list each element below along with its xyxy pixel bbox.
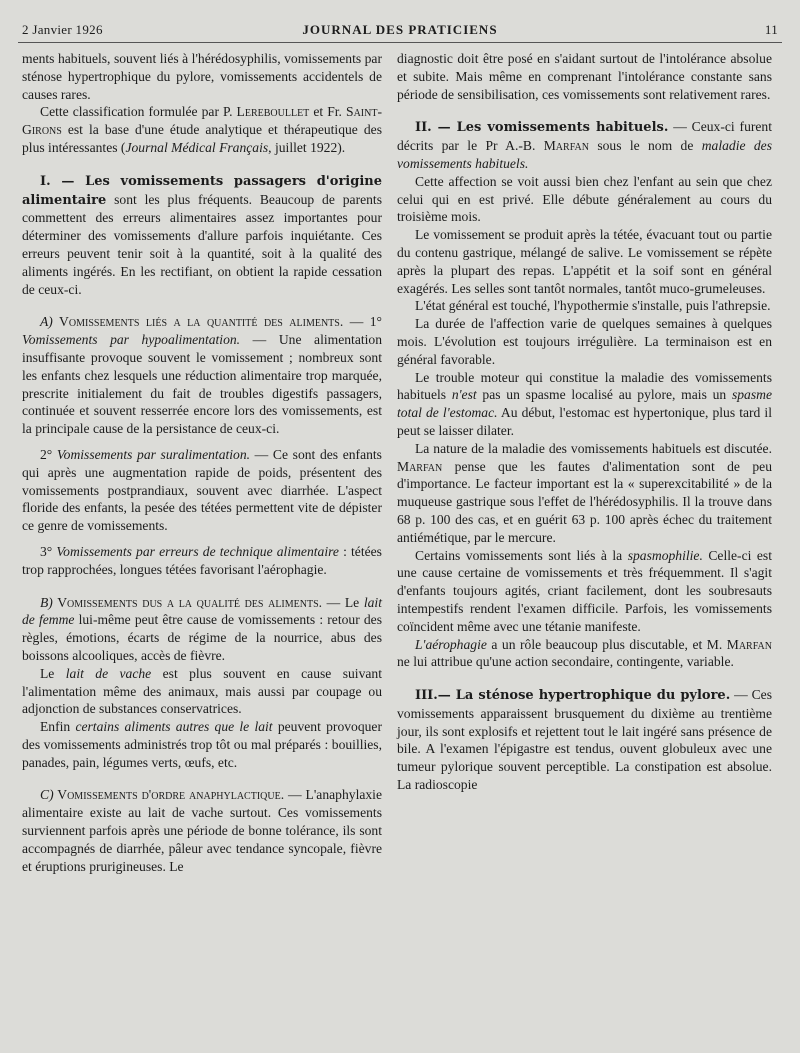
section-3: III.— La sténose hypertrophique du pylore. — Ces vomissements apparaissent brusquement du dixième au trentième jour, ils sont explosifs et rejettent tout le lait ingéré sans présence de bile. A l'examen l'épigastre est tendus, ouvent globuleux avec une tumeur pylorique souvent perceptible. La constipation est absolue. La radioscopie xyxy=(397,687,773,793)
header-page-number: 11 xyxy=(764,22,778,37)
paragraph: Le trouble moteur qui constitue la maladie des vomissements habituels n'est pas un spasme localisé au pylore, mais un spasme total de l'estomac. Au début, l'estomac est hypertonique, plus tard il peut se laisser dilater. xyxy=(397,369,772,438)
right-column xyxy=(397,50,772,794)
paragraph: Cette classification formulée par P. Lereboullet et Fr. Saint-Girons est la base d'une étude analytique et thérapeutique des plus intéressantes (Journal Médical Français, juillet 1922). xyxy=(22,104,382,155)
subsection-c: C) Vomissements d'ordre anaphylactique. — L'anaphylaxie alimentaire existe au lait de vache surtout. Ces vomissements surviennent parfois après une période de bonne tolérance, ils sont accompagnés de diarrhée, pâleur avec tendance syncopale, fièvre et éruptions prurigineuses. Le xyxy=(22,787,382,874)
paragraph: L'état général est touché, l'hypothermie s'installe, puis l'athrepsie. xyxy=(415,298,771,314)
section-1-title: I. — Les vomissements passagers d'origine alimentaire xyxy=(22,173,382,208)
paragraph: ments habituels, souvent liés à l'hérédosyphilis, vomissements par sténose hypertrophique du pylore, vomissements accidentels de causes rares. xyxy=(22,51,382,102)
section-1: I. — Les vomissements passagers d'origine alimentaire sont les plus fréquents. Beaucoup de parents commettent des erreurs alimentaires assez importantes pour déterminer des vomissements d'allure parfois inquiétante. Ces erreurs peuvent tenir soit à la quantité, soit à la qualité des aliments ingérés. En les rectifiant, on obtient la rapide cessation de ceux-ci. xyxy=(22,173,382,297)
paragraph: 3° Vomissements par erreurs de technique alimentaire : tétées trop rapprochées, longues tétées favorisant l'aérophagie. xyxy=(22,543,382,577)
paragraph: Le lait de vache est plus souvent en cause suivant l'alimentation même des animaux, mais aussi par coupage ou adjonction de substances conservatrices. xyxy=(22,665,382,717)
paragraph: diagnostic doit être posé en s'aidant surtout de l'intolérance absolue et subite. Mais même en comprenant l'intolérance constante sans période de sensibilisation, ces vomissements sont relativement rares. xyxy=(397,51,772,102)
section-2-title: II. — Les vomissements habituels. xyxy=(415,120,669,136)
section-3-title: III.— La sténose hypertrophique du pylore. xyxy=(415,688,731,704)
left-column xyxy=(22,50,382,875)
subsection-b: B) Vomissements dus a la qualité des aliments. — Le lait de femme lui-même peut être cause de vomissements : retour des règles, émotions, écarts de régime de la nourrice, abus des boissons alcooliques, accès de fièvre. xyxy=(22,594,382,663)
paragraph: Le vomissement se produit après la tétée, évacuant tout ou partie du contenu gastrique, mélangé de salive. Le vomissement se répète après la plupart des repas. L'appétit et la soif sont en général exagérés. Les selles sont tantôt normales, tantôt muco-grumeleuses. xyxy=(397,227,772,296)
header-date: 2 Janvier 1926 xyxy=(22,22,103,37)
paragraph: L'aérophagie a un rôle beaucoup plus discutable, et M. Marfan ne lui attribue qu'une action secondaire, contingente, variable. xyxy=(397,636,772,670)
subsection-a: A) Vomissements liés a la quantité des aliments. — 1° Vomissements par hypoalimentation. — Une alimentation insuffisante provoque souvent le vomissement ; nombreux sont les enfants chez lesquels une réduction alimentaire trop marquée, prescrite initialement du fait de troubles digestifs passagers, continuée et souvent resserrée encore lors des vomissements, est la principale cause de la persistance de ceux-ci. xyxy=(22,314,382,437)
paragraph: Enfin certains aliments autres que le lait peuvent provoquer des vomissements administrés trop tôt ou mal préparés : bouillies, panades, pain, légumes verts, œufs, etc. xyxy=(22,719,382,770)
paragraph: 2° Vomissements par suralimentation. — Ce sont des enfants qui après une augmentation rapide de poids, présentent des vomissements postprandiaux, souvent avec diarrhée. L'aspect floride des enfants, la pesée des tétées permettent vite de dépister ce genre de vomissements. xyxy=(22,446,382,534)
paragraph: Certains vomissements sont liés à la spasmophilie. Celle-ci est une cause certaine de vomissements et très fréquemment. Il s'agit d'enfants toujours agités, criant facilement, dont les soubresauts intempestifs rendent l'examen difficile. Parfois, les vomissements coïncident même avec une tétanie manifeste. xyxy=(397,547,772,634)
paragraph: La durée de l'affection varie de quelques semaines à quelques mois. L'évolution est toujours irrégulière. La terminaison est en général favorable. xyxy=(397,316,772,367)
section-2: II. — Les vomissements habituels. — Ceux-ci furent décrits par le Pr A.-B. Marfan sous le nom de maladie des vomissements habituels. xyxy=(397,119,772,171)
paragraph: La nature de la maladie des vomissements habituels est discutée. Marfan pense que les fautes d'alimentation sont de peu d'importance. Le facteur important est la « superexcitabilité » de la muqueuse gastrique sous l'effet de l'hérédosyphilis. Il la trouve dans 68 p. 100 des cas, et en guérit 63 p. 100 après échec du traitement antiémétique, par le mercure. xyxy=(397,440,772,545)
paragraph: Cette affection se voit aussi bien chez l'enfant au sein que chez celui qui en est privé. Elle débute généralement au cours du troisième mois. xyxy=(397,173,772,225)
page-header xyxy=(22,22,778,44)
header-journal-title: JOURNAL DES PRATICIENS xyxy=(302,22,498,37)
header-rule xyxy=(18,42,782,43)
